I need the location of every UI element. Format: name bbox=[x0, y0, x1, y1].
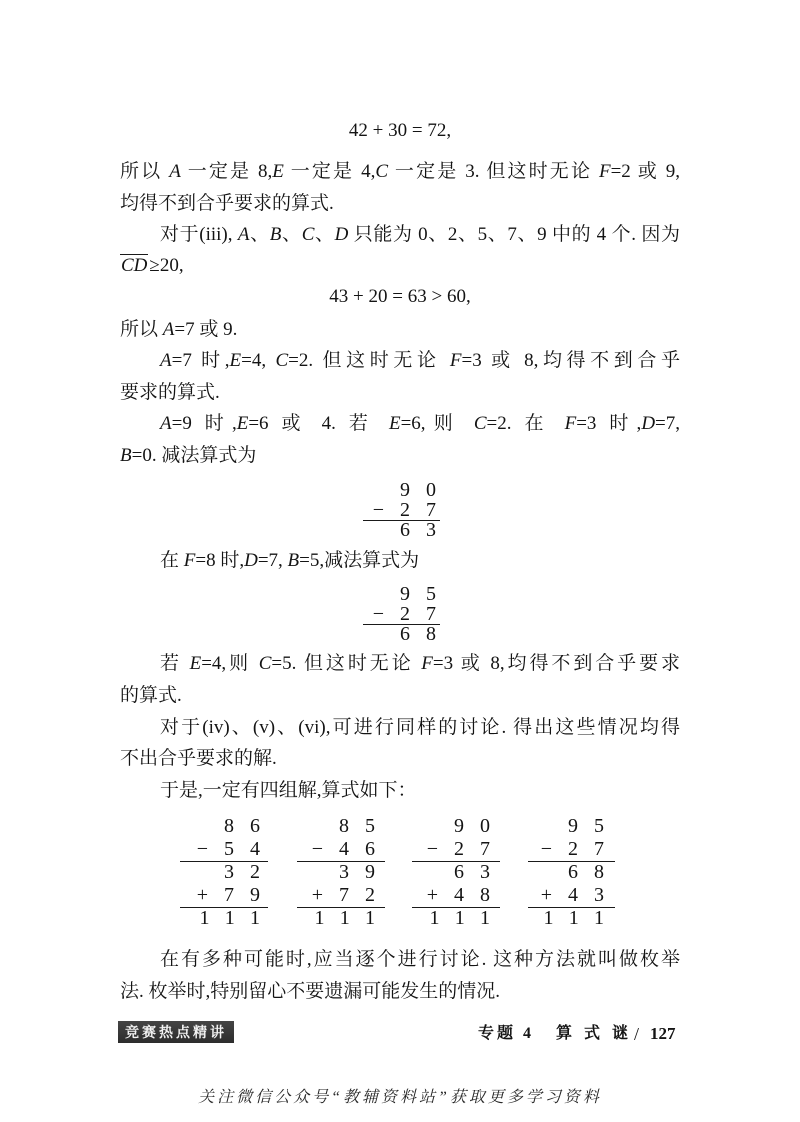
subtrahend: −54 bbox=[196, 838, 276, 860]
text-line: 均得不到合乎要求的算式. bbox=[120, 193, 334, 214]
math-variable: F bbox=[421, 653, 433, 674]
section-badge: 竞赛热点精讲 bbox=[118, 1021, 234, 1043]
sum: 111 bbox=[199, 907, 276, 929]
minuend: 95 bbox=[400, 583, 452, 605]
math-variable: A bbox=[160, 413, 172, 434]
running-head-separator: / bbox=[634, 1024, 640, 1044]
text-line: 的算式. bbox=[120, 685, 182, 706]
math-variable: C bbox=[301, 224, 315, 245]
math-variable: E bbox=[189, 653, 202, 674]
math-variable: D bbox=[244, 550, 258, 571]
math-variable: A bbox=[160, 350, 172, 371]
text-line: 不出合乎要求的解. bbox=[120, 748, 277, 769]
solution-computation bbox=[176, 815, 276, 930]
sum-rule bbox=[412, 861, 500, 862]
math-variable: E bbox=[272, 161, 284, 182]
math-variable: F bbox=[449, 350, 462, 371]
subtrahend: −27 bbox=[372, 499, 452, 521]
text-line: 若 E=4,则 C=5. 但这时无论 F=3 或 8,均得不到合乎要求 bbox=[160, 653, 680, 674]
running-head-topic: 专题 4 bbox=[478, 1025, 535, 1042]
math-variable: F bbox=[183, 550, 196, 571]
solution-computation bbox=[520, 815, 620, 930]
math-variable: A bbox=[169, 161, 181, 182]
addend: +43 bbox=[540, 884, 620, 906]
sum-rule bbox=[180, 861, 268, 862]
text-line bbox=[120, 250, 680, 282]
sum-rule bbox=[297, 907, 385, 908]
math-variable: B bbox=[287, 550, 300, 571]
math-variable: E bbox=[388, 413, 401, 434]
sum-rule bbox=[297, 861, 385, 862]
vertical-subtraction bbox=[352, 584, 452, 644]
difference: 68 bbox=[400, 623, 452, 645]
text-line: 对于(iv)、(v)、(vi),可进行同样的讨论. 得出这些情况均得 bbox=[160, 717, 680, 738]
text-line: 法. 枚举时,特别留心不要遗漏可能发生的情况. bbox=[120, 981, 501, 1002]
text-line: 要求的算式. bbox=[120, 382, 220, 403]
inequality-text: ≥20, bbox=[149, 255, 184, 276]
math-variable: C bbox=[275, 350, 289, 371]
sum-rule bbox=[363, 520, 440, 521]
sum-rule bbox=[528, 861, 615, 862]
math-variable: A bbox=[162, 319, 175, 340]
addend: +72 bbox=[311, 884, 391, 906]
minuend: 90 bbox=[400, 479, 452, 501]
difference: 68 bbox=[568, 861, 620, 883]
minuend: 95 bbox=[568, 815, 620, 837]
subtrahend: −46 bbox=[311, 838, 391, 860]
page-number: 127 bbox=[650, 1024, 676, 1043]
minuend: 86 bbox=[224, 815, 276, 837]
math-variable: B bbox=[269, 224, 282, 245]
text-line: 于是,一定有四组解,算式如下： bbox=[160, 780, 417, 801]
math-variable: E bbox=[236, 413, 249, 434]
addend: +48 bbox=[426, 884, 506, 906]
math-variable: F bbox=[598, 161, 611, 182]
sum-rule bbox=[528, 907, 615, 908]
sum: 111 bbox=[429, 907, 506, 929]
running-head-title: 算 式 谜 bbox=[556, 1025, 633, 1042]
sum: 111 bbox=[543, 907, 620, 929]
minuend: 90 bbox=[454, 815, 506, 837]
math-variable: C bbox=[375, 161, 389, 182]
difference: 39 bbox=[339, 861, 391, 883]
math-variable: F bbox=[564, 413, 577, 434]
solution-computation bbox=[406, 815, 506, 930]
text-line: A=7 时,E=4, C=2. 但这时无论 F=3 或 8,均得不到合乎 bbox=[160, 350, 680, 371]
difference: 63 bbox=[400, 519, 452, 541]
text-line: 所以 A=7 或 9. bbox=[120, 319, 238, 340]
vertical-subtraction bbox=[352, 480, 452, 540]
equation: 42 + 30 = 72, bbox=[348, 120, 452, 141]
solution-computation bbox=[291, 815, 391, 930]
text-line: 所以 A 一定是 8,E 一定是 4,C 一定是 3. 但这时无论 F=2 或 9, bbox=[120, 161, 680, 182]
text-line: 对于(iii), A、B、C、D 只能为 0、2、5、7、9 中的 4 个. 因为 bbox=[160, 224, 680, 245]
sum-rule bbox=[180, 907, 268, 908]
text-line: 在 F=8 时,D=7, B=5,减法算式为 bbox=[160, 550, 420, 571]
subtrahend: −27 bbox=[540, 838, 620, 860]
math-variable: C bbox=[258, 653, 272, 674]
difference: 63 bbox=[454, 861, 506, 883]
sum-rule bbox=[363, 624, 440, 625]
sum: 111 bbox=[314, 907, 391, 929]
text-line: A=9 时,E=6 或 4. 若 E=6,则 C=2. 在 F=3 时,D=7, bbox=[160, 413, 681, 434]
subtrahend: −27 bbox=[426, 838, 506, 860]
overlined-number: CD bbox=[121, 255, 148, 276]
watermark: 关注微信公众号“教辅资料站”获取更多学习资料 bbox=[198, 1089, 602, 1106]
subtrahend: −27 bbox=[372, 603, 452, 625]
math-variable: B bbox=[120, 445, 132, 466]
math-variable: C bbox=[473, 413, 487, 434]
text-line: 在有多种可能时,应当逐个进行讨论. 这种方法就叫做枚举 bbox=[160, 949, 680, 970]
math-variable: E bbox=[229, 350, 242, 371]
addend: +79 bbox=[196, 884, 276, 906]
math-variable: A bbox=[237, 224, 250, 245]
difference: 32 bbox=[224, 861, 276, 883]
equation: 43 + 20 = 63 > 60, bbox=[329, 286, 471, 307]
math-variable: D bbox=[641, 413, 656, 434]
text-line: B=0. 减法算式为 bbox=[120, 445, 257, 466]
math-variable: D bbox=[334, 224, 349, 245]
minuend: 85 bbox=[339, 815, 391, 837]
sum-rule bbox=[412, 907, 500, 908]
